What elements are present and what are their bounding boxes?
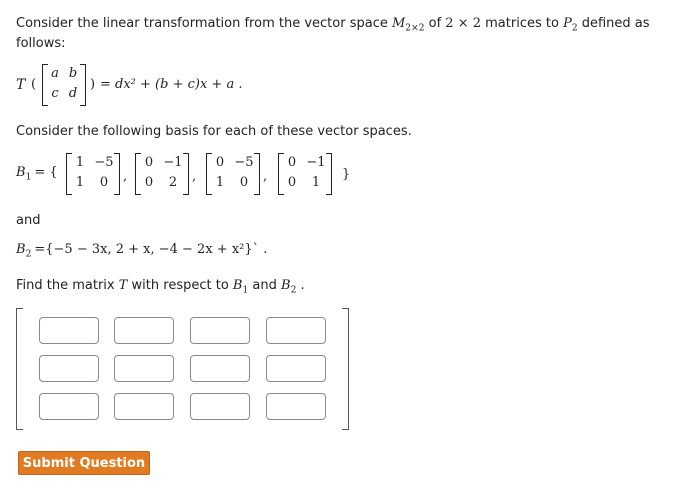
transformation-name: T — [16, 77, 26, 93]
answer-input-r2c4[interactable] — [266, 355, 326, 382]
space-p-sub: 2 — [571, 23, 578, 34]
basis1-sub: 1 — [25, 172, 32, 183]
find-line — [16, 278, 305, 296]
basis2-sub: 2 — [25, 249, 32, 260]
find-b1-sub: 1 — [242, 285, 249, 296]
b1m4-21: 0 — [287, 175, 297, 190]
space-p: P — [563, 16, 572, 31]
b1m2-21: 0 — [144, 175, 154, 190]
entry-c: c — [51, 86, 59, 101]
answer-input-r2c3[interactable] — [190, 355, 250, 382]
b1m2-22: 2 — [168, 175, 178, 190]
b1m3-11: 0 — [215, 155, 225, 170]
answer-input-r3c3[interactable] — [190, 393, 250, 420]
answer-input-r3c1[interactable] — [39, 393, 99, 420]
answer-input-r1c2[interactable] — [114, 317, 174, 344]
basis1-matrix-2 — [135, 153, 189, 195]
b1m4-12: −1 — [306, 155, 326, 170]
find-suffix: . — [296, 278, 305, 293]
b1m4-22: 1 — [311, 175, 321, 190]
basis1-comma-3: , — [263, 169, 268, 184]
b1m3-21: 1 — [215, 175, 225, 190]
b1m1-12: −5 — [94, 155, 114, 170]
answer-input-r2c2[interactable] — [114, 355, 174, 382]
submit-question-button[interactable]: Submit Question — [18, 451, 150, 475]
basis1-matrix-4 — [278, 153, 332, 195]
basis1-letter: B — [16, 165, 26, 180]
answer-input-r2c1[interactable] — [39, 355, 99, 382]
transformation-matrix — [42, 64, 86, 106]
matrices-to-text: matrices to — [481, 16, 564, 31]
space-m: M — [391, 16, 406, 31]
intro-text: Consider the linear transformation from the vector space — [16, 16, 392, 31]
b1m1-22: 0 — [99, 175, 109, 190]
basis1-close: } — [342, 167, 351, 182]
answer-right-bracket — [342, 308, 349, 430]
b1m4-11: 0 — [287, 155, 297, 170]
answer-input-r1c1[interactable] — [39, 317, 99, 344]
find-middle: with respect to — [127, 278, 233, 293]
entry-b: b — [68, 66, 78, 81]
basis2-expression: ={−5 − 3x, 2 + x, −4 − 2x + x²}` . — [34, 242, 268, 257]
answer-left-bracket — [16, 308, 23, 430]
answer-input-r1c3[interactable] — [190, 317, 250, 344]
find-prefix: Find the matrix — [16, 278, 119, 293]
b1m2-12: −1 — [163, 155, 183, 170]
space-m-sub: 2×2 — [405, 23, 425, 34]
basis1-label — [16, 165, 58, 183]
find-b2: B — [281, 278, 291, 293]
answer-input-r3c4[interactable] — [266, 393, 326, 420]
find-and: and — [248, 278, 282, 293]
of-text: of — [424, 16, 446, 31]
b1m1-11: 1 — [75, 155, 85, 170]
b1m3-12: −5 — [234, 155, 254, 170]
entry-d: d — [68, 86, 78, 101]
find-b1: B — [232, 278, 243, 293]
and-text: and — [16, 213, 41, 228]
open-paren: ( — [31, 77, 37, 92]
basis-intro-text: Consider the following basis for each of these vector spaces. — [16, 124, 412, 139]
find-b2-sub: 2 — [290, 285, 297, 296]
basis1-equals-open: = { — [34, 165, 58, 180]
basis1-matrix-1 — [66, 153, 120, 195]
defined-as-text: defined as — [577, 16, 650, 31]
entry-a: a — [51, 66, 59, 81]
basis2-letter: B — [16, 242, 26, 257]
close-paren: ) — [90, 77, 96, 92]
b1m2-11: 0 — [144, 155, 154, 170]
answer-input-r1c4[interactable] — [266, 317, 326, 344]
basis1-matrix-3 — [206, 153, 260, 195]
b1m3-22: 0 — [239, 175, 249, 190]
answer-input-r3c2[interactable] — [114, 393, 174, 420]
basis1-comma-1: , — [123, 169, 128, 184]
b1m1-21: 1 — [75, 175, 85, 190]
find-t: T — [118, 278, 128, 293]
intro-line — [16, 16, 650, 34]
dims-text: 2 × 2 — [445, 16, 481, 31]
basis2-line — [16, 242, 268, 260]
follows-text: follows: — [16, 36, 66, 51]
transformation-rhs: = dx² + (b + c)x + a . — [100, 77, 243, 92]
basis1-comma-2: , — [192, 169, 197, 184]
